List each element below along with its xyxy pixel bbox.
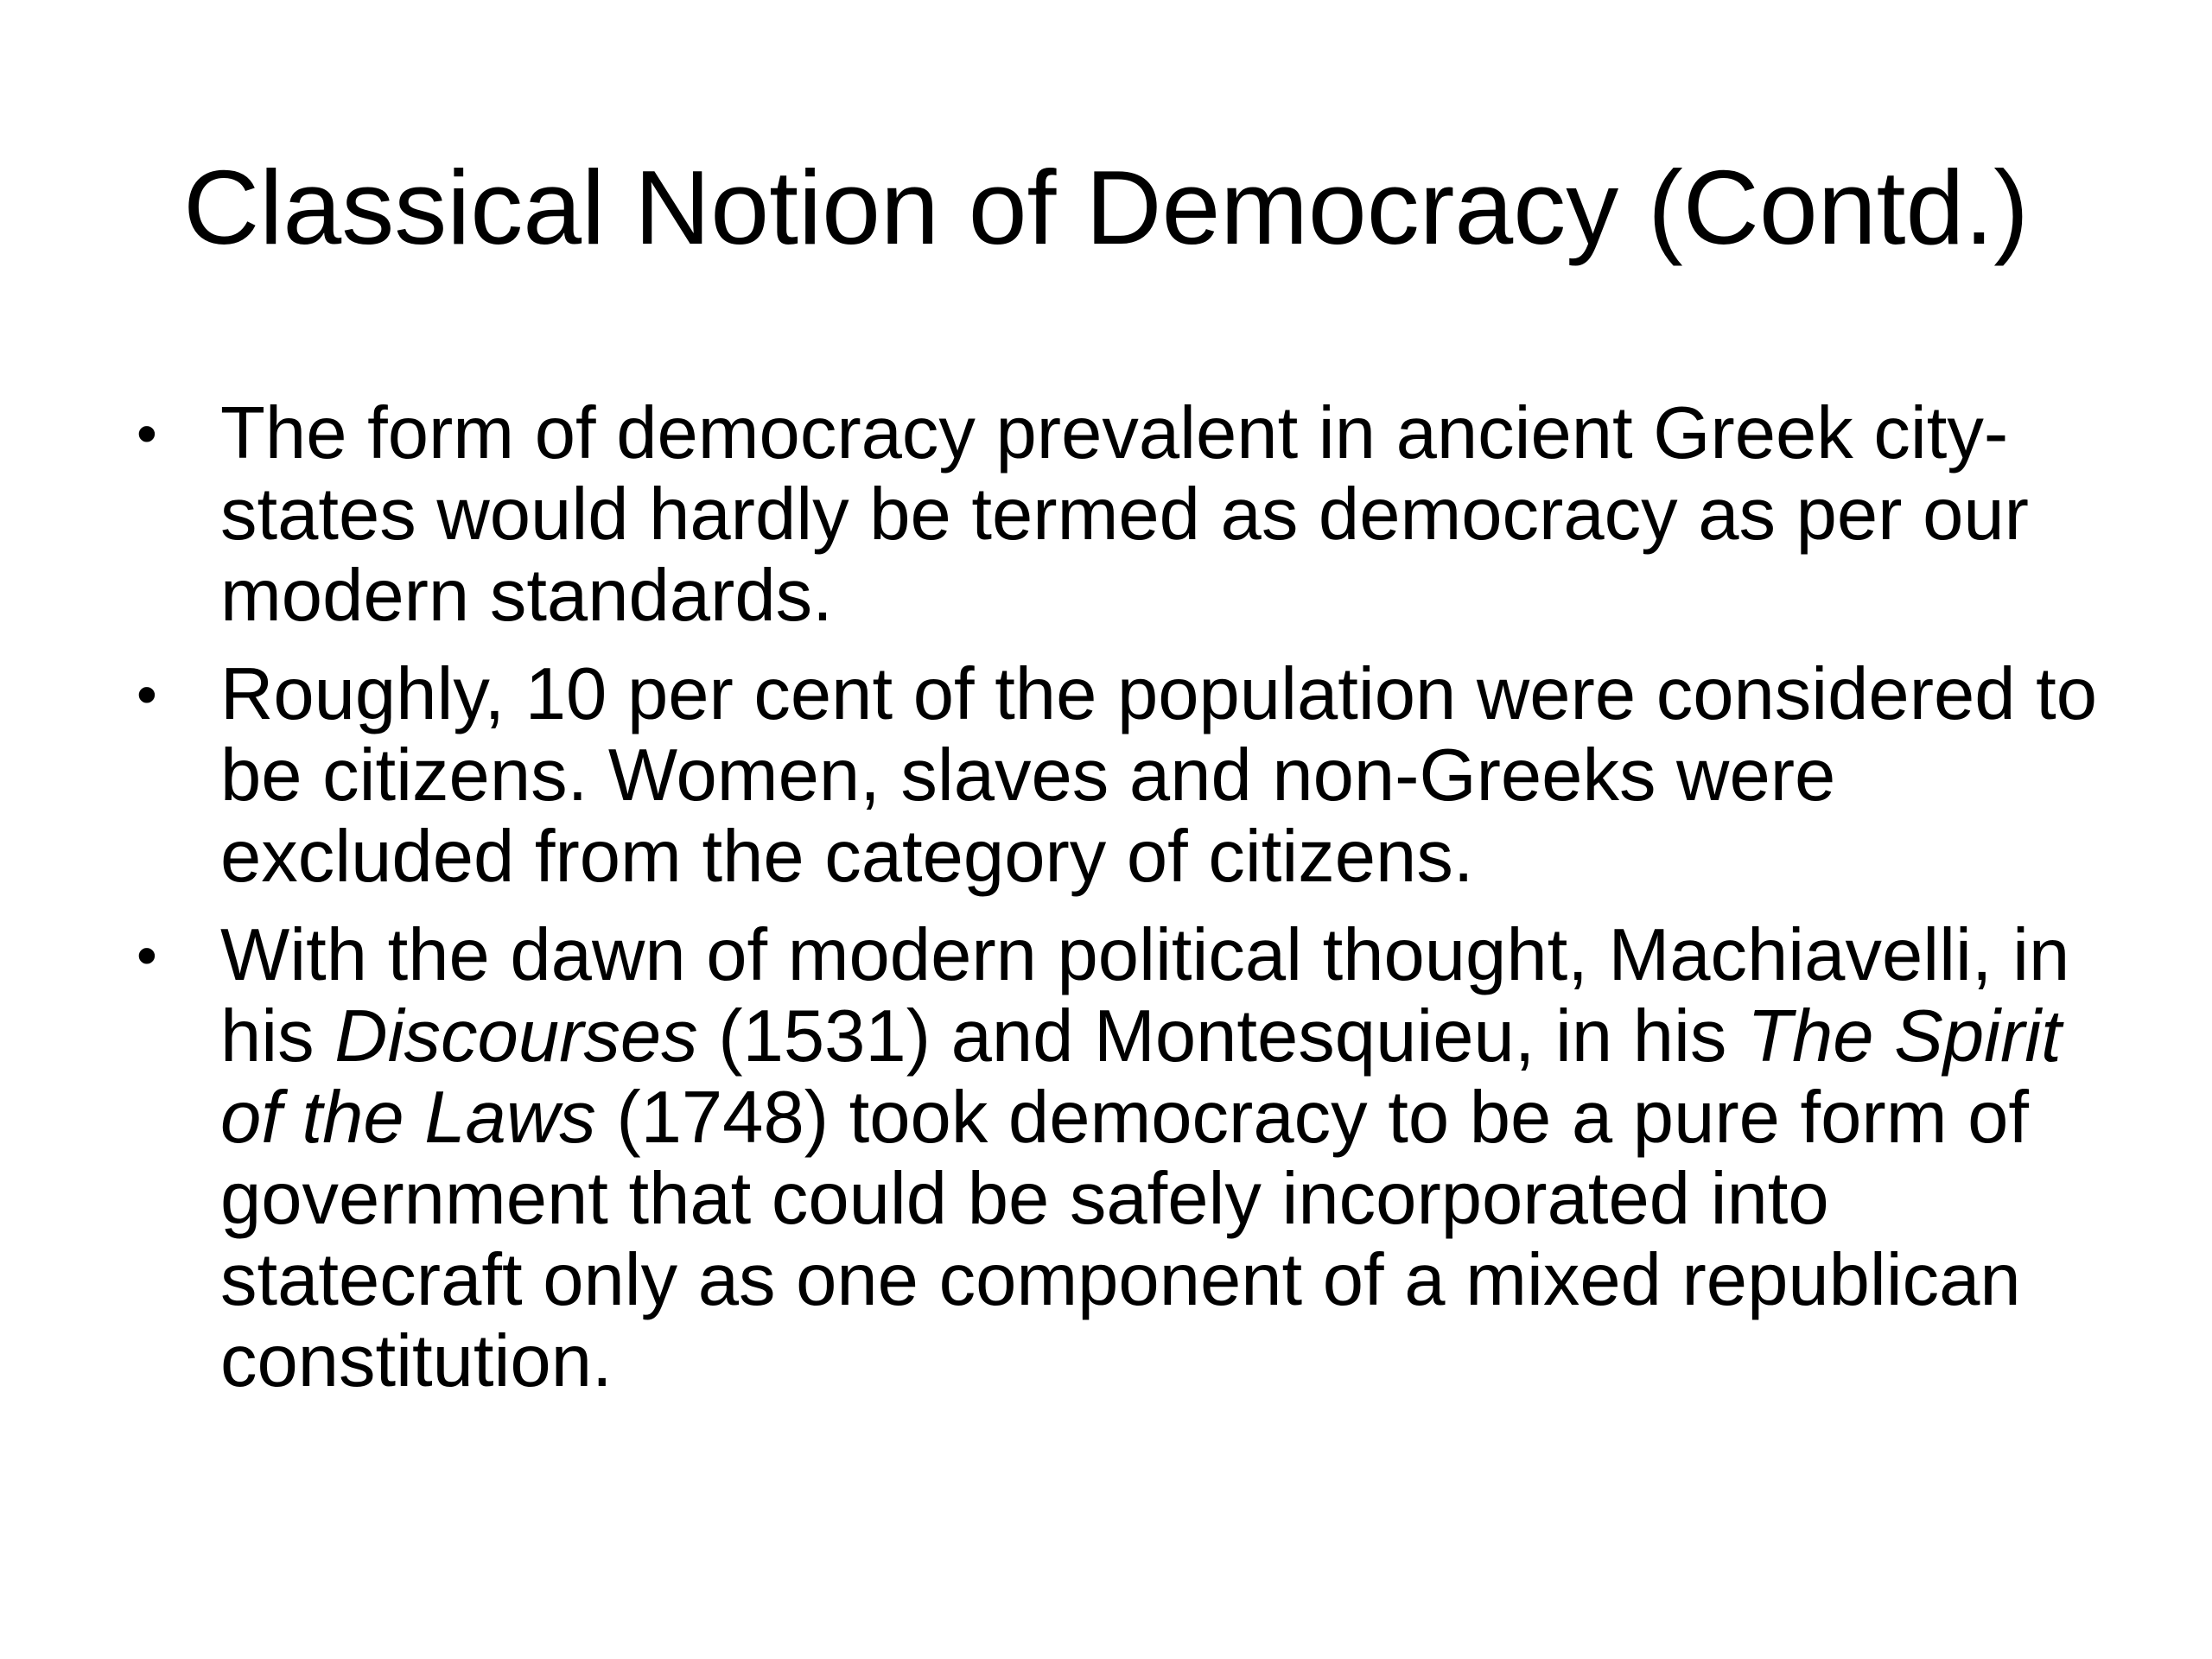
bullet-dot: • bbox=[137, 401, 157, 467]
slide-title: Classical Notion of Democracy (Contd.) bbox=[183, 149, 2029, 266]
bullet-text-segment: (1531) and Montesquieu, in his bbox=[697, 995, 1748, 1077]
book-title-discourses: Discourses bbox=[334, 995, 698, 1077]
bullet-item-2 bbox=[130, 654, 2100, 898]
bullet-list bbox=[130, 393, 2100, 1420]
bullet-dot: • bbox=[137, 662, 157, 728]
book-title-spirit-of-laws: The Spirit of the Laws bbox=[220, 995, 2062, 1159]
bullet-dot: • bbox=[137, 923, 157, 988]
bullet-text-3 bbox=[220, 914, 2069, 1402]
bullet-text-segment: (1748) took democracy to be a pure form of government that could be safely incorporated into statecraft only as one component of a mixed republican constitution. bbox=[220, 1077, 2030, 1402]
bullet-text-segment: Roughly, 10 per cent of the population were considered to be citizens. Women, slaves and non-Greeks were excluded from the category of citizens. bbox=[220, 653, 2098, 898]
bullet-text-segment: The form of democracy prevalent in ancient Greek city-states would hardly be termed as democracy as per our modern standards. bbox=[220, 392, 2029, 637]
bullet-text-2 bbox=[220, 653, 2097, 898]
bullet-item-1 bbox=[130, 393, 2100, 637]
bullet-item-3 bbox=[130, 915, 2100, 1402]
bullet-text-segment: With the dawn of modern political thought, Machiavelli, in his bbox=[220, 914, 2070, 1077]
bullet-text-1 bbox=[220, 392, 2029, 637]
